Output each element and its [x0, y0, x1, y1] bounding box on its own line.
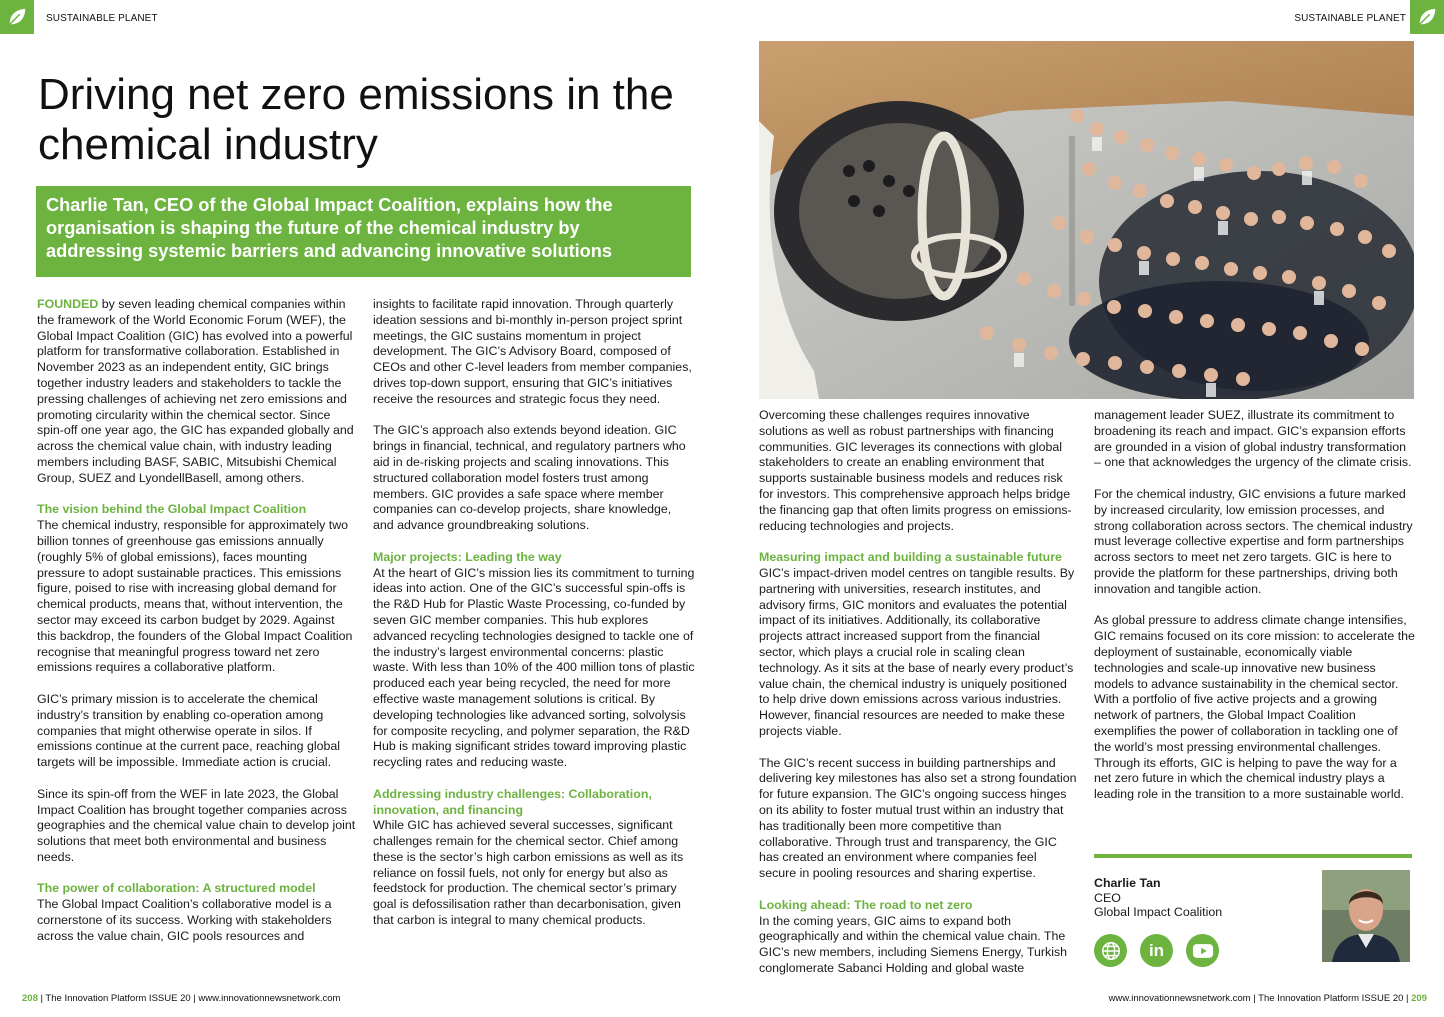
leaf-icon [1416, 6, 1438, 28]
paragraph: While GIC has achieved several successes, significant challenges remain for the chemical sector. Chief among these is the sector’s high carbon emissions as well as its reliance on fossil fuels, not only for energy but also as feedstock for production. The chemical sector’s primary goal is defossilisation rather than decarbonisation, given that carbon is integral to many chemical products. [373, 818, 684, 928]
paragraph: GIC’s impact-driven model centres on tangible results. By partnering with universities, research institutes, and advisory firms, GIC monitors and evaluates the potential impact of its initiatives. Additionally, its collaborative projects attract increased support from the financial sector, which plays a crucial role in scaling clean technology. As it sits at the base of nearly every product’s value chain, the chemical industry is uniquely positioned to help drive down emissions across various industries. However, financial resources are needed to make these projects viable. [759, 565, 1075, 738]
paragraph: The GIC’s approach also extends beyond ideation. GIC brings in financial, technical, and regulatory partners who aid in de-risking projects and scaling innovations. This structured collaboration model fosters trust among members. GIC provides a safe space where member companies can co-develop projects, share knowledge, and advance groundbreaking solutions. [373, 423, 686, 533]
leaf-badge-left [0, 0, 34, 34]
paragraph: The chemical industry, responsible for approximately two billion tonnes of greenhouse gas emissions annually (roughly 5% of global emissions), faces mounting pressure to adopt sustainable practices. This emissions figure, poised to rise with increasing global demand for chemical products, means that, without intervention, the sector may exceed its carbon budget by 2029. Against this backdrop, the founders of the Global Impact Coalition recognise that meaningful progress toward net zero emissions requires a collaborative platform. [37, 518, 353, 675]
youtube-icon[interactable] [1186, 934, 1219, 967]
paragraph: Since its spin-off from the WEF in late 2023, the Global Impact Coalition has brought together companies across geographies and the chemical value chain to develop joint solutions that meet both environmental and business needs. [37, 786, 356, 864]
leaf-icon [6, 6, 28, 28]
paragraph: management leader SUEZ, illustrate its commitment to broadening its reach and impact. GIC’s expansion efforts are grounded in a vision of global industry transformation – one that acknowledges the urgency of the climate crisis. [1094, 408, 1412, 470]
paragraph: As global pressure to address climate change intensifies, GIC remains focused on its core mission: to accelerate the deployment of sustainable, economically viable technologies and scale-up innovative new business models to advance sustainability in the chemical sector. With a portfolio of five active projects and a growing network of partners, the Global Impact Coalition exemplifies the power of collaboration in tackling one of the world’s most pressing environmental challenges. Through its efforts, GIC is helping to pave the way for a net zero future in which the chemical industry plays a leading role in the transition to a more sustainable world. [1094, 613, 1415, 802]
column-1 [37, 297, 357, 960]
paragraph: In the coming years, GIC aims to expand both geographically and within the chemical value chain. The GIC’s new members, including Siemens Energy, Turkish conglomerate Sabanci Holding and global waste [759, 913, 1068, 975]
lead-word: FOUNDED [37, 297, 99, 311]
leaf-badge-right [1410, 0, 1444, 34]
group-photo [759, 41, 1414, 399]
page-number: 209 [1411, 993, 1427, 1004]
subheading: The power of collaboration: A structured model [37, 881, 316, 896]
globe-icon[interactable] [1094, 934, 1127, 967]
subheading: Measuring impact and building a sustainable future [759, 550, 1062, 565]
column-3 [759, 408, 1077, 992]
subheading: The vision behind the Global Impact Coalition [37, 502, 307, 517]
footer-right: www.innovationnewsnetwork.com | The Innovation Platform ISSUE 20 | 209 [1108, 993, 1427, 1004]
section-label-left: SUSTAINABLE PLANET [46, 13, 158, 24]
standfirst: Charlie Tan, CEO of the Global Impact Coalition, explains how the organisation is shaping the future of the chemical industry by addressing systemic barriers and advancing innovative solutions [36, 186, 691, 277]
paragraph: Overcoming these challenges requires innovative solutions as well as robust partnerships with financing communities. GIC leverages its connections with global stakeholders to create an enabling environment that supports sustainable business models and reduces risk for investors. This comprehensive approach helps bridge the financing gap that often limits progress on emissions-reducing technologies and projects. [759, 408, 1072, 533]
column-2 [373, 297, 695, 945]
paragraph: At the heart of GIC’s mission lies its commitment to turning ideas into action. One of the GIC’s successful spin-offs is the R&D Hub for Plastic Waste Processing, co-funded by seven GIC member companies. This hub explores advanced recycling technologies designed to tackle one of the industry’s largest environmental concerns: plastic waste. With less than 10% of the 400 million tons of plastic produced each year being recycled, the need for more effective waste management solutions is critical. By developing technologies like advanced sorting, solvolysis for composite recycling, and polymer separation, the R&D Hub is making significant strides toward improving plastic recycling rates and reducing waste. [373, 565, 695, 770]
author-name: Charlie Tan [1094, 876, 1161, 890]
page-number: 208 [22, 993, 38, 1004]
section-label-right: SUSTAINABLE PLANET [1294, 13, 1406, 24]
linkedin-icon[interactable]: in [1140, 934, 1173, 967]
paragraph: For the chemical industry, GIC envisions a future marked by increased circularity, low emission processes, and strong collaboration across sectors. The chemical industry must leverage collective expertise and form partnerships across sectors to meet net zero targets. GIC is here to provide the platform for these partnerships, driving both innovation and tangible action. [1094, 486, 1413, 596]
paragraph: insights to facilitate rapid innovation. Through quarterly ideation sessions and bi-monthly in-person project sprint meetings, the GIC sustains momentum in project development. The GIC’s Advisory Board, composed of CEOs and other C-level leaders from member companies, drives top-down support, ensuring that GIC’s initiatives receive the resources and strategic focus they need. [373, 297, 692, 406]
paragraph: The GIC’s recent success in building partnerships and delivering key milestones has also set a strong foundation for future expansion. The GIC’s ongoing success hinges on its ability to foster mutual trust within an industry that has traditionally been more competitive than collaborative. Through trust and transparency, the GIC has created an environment where companies feel secure in pooling resources and sharing expertise. [759, 755, 1077, 881]
paragraph: The Global Impact Coalition’s collaborative model is a cornerstone of its success. Working with stakeholders across the value chain, GIC pools resources and [37, 897, 332, 943]
bio-divider [1094, 854, 1412, 858]
paragraph: GIC’s primary mission is to accelerate the chemical industry’s transition by enabling co-operation among companies that might otherwise operate in silos. If emissions continue at the current pace, reaching global targets will be impossible. Immediate action is crucial. [37, 691, 341, 770]
column-4 [1094, 408, 1416, 819]
author-role: CEO [1094, 891, 1121, 905]
author-organisation: Global Impact Coalition [1094, 905, 1223, 919]
paragraph: FOUNDED by seven leading chemical companies within the framework of the World Economic Forum (WEF), the Global Impact Coalition (GIC) has evolved into a powerful platform for transformative collaboration. Established in November 2023 as an independent entity, GIC brings together industry leaders and stakeholders to tackle the pressing challenges of achieving net zero emissions and promoting circularity within the chemical sector. Since spin-off one year ago, the GIC has expanded globally and across the chemical value chain, with industry leading members including BASF, SABIC, Mitsubishi Chemical Group, SUEZ and LyondellBasell, among others. [37, 297, 354, 485]
subheading: Looking ahead: The road to net zero [759, 897, 973, 912]
subheading: Addressing industry challenges: Collaboration, innovation, and financing [373, 786, 652, 817]
article-title: Driving net zero emissions in the chemical industry [38, 70, 674, 169]
subheading: Major projects: Leading the way [373, 549, 562, 564]
footer-left: 208 | The Innovation Platform ISSUE 20 | www.innovationnewsnetwork.com [22, 993, 341, 1004]
author-portrait [1322, 870, 1410, 962]
